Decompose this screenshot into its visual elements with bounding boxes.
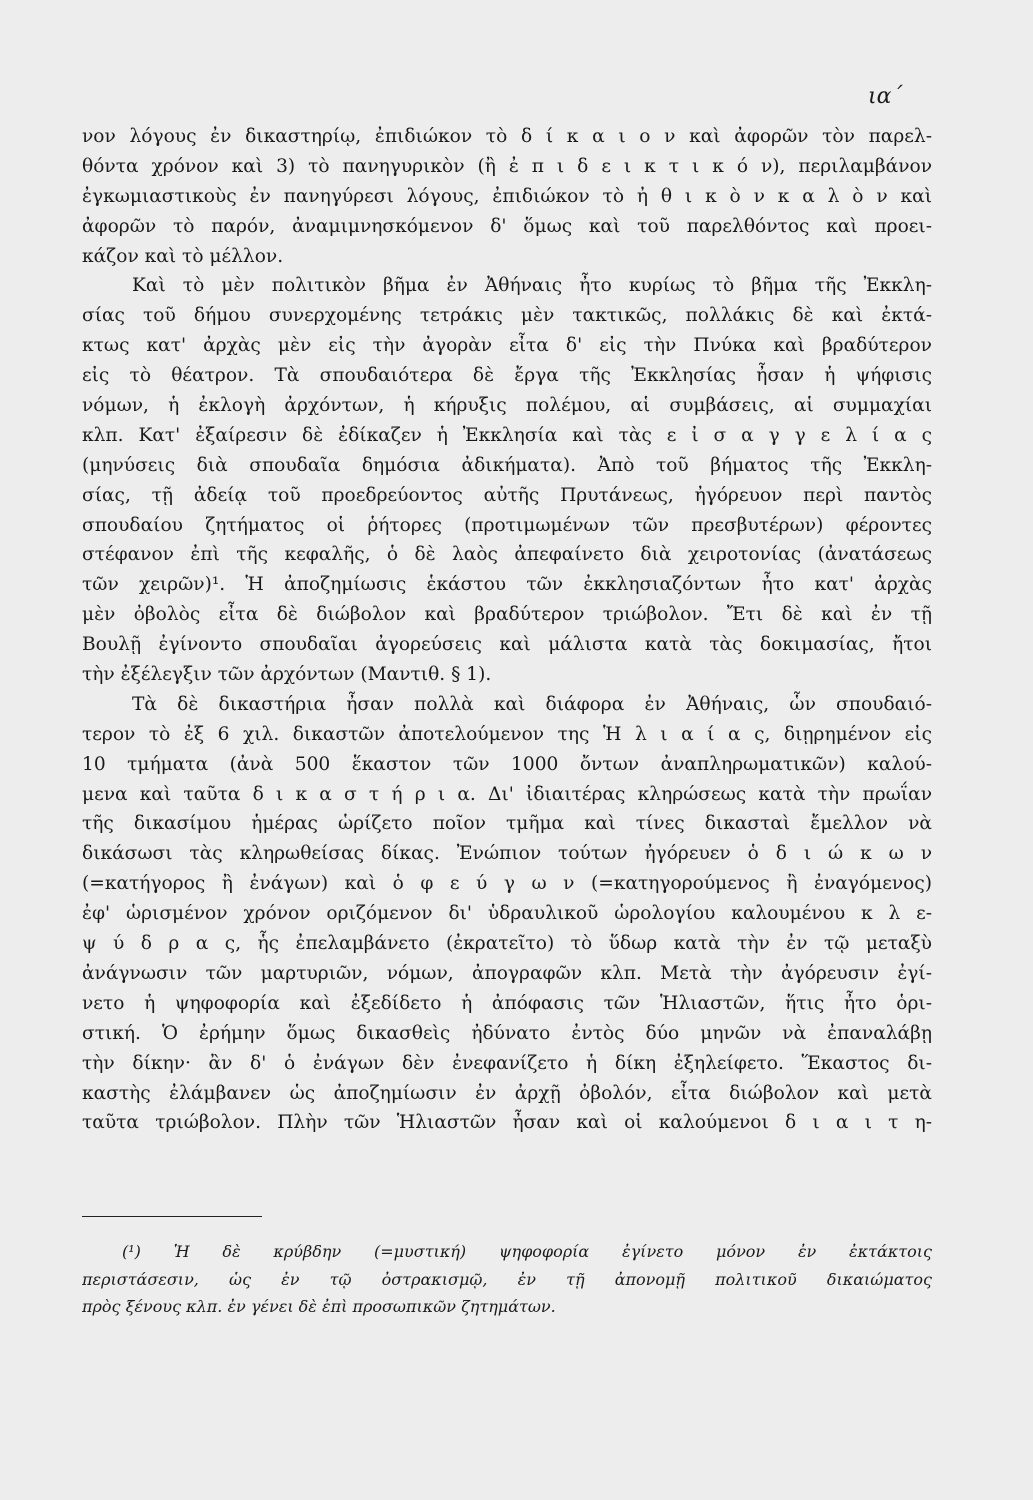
text-line: τὴν δίκην· ἂν δ' ὁ ἐνάγων δὲν ἐνεφανίζετο ἡ δίκη ἐξηλείφετο. Ἕκαστος δι- — [82, 1052, 932, 1074]
text-line: τῆς δικασίμου ἡμέρας ὡρίζετο ποῖον τμῆμα καὶ τίνες δικασταὶ ἔμελλον νὰ — [82, 813, 932, 835]
text-line: ἀφορῶν τὸ παρόν, ἀναμιμνησκόμενον δ' ὅμως καὶ τοῦ παρελθόντος καὶ προει- — [82, 215, 932, 237]
text-line: νον λόγους ἐν δικαστηρίῳ, ἐπιδιώκον τὸ δ ί κ α ι ο ν καὶ ἀφορῶν τὸν παρελ- — [82, 126, 932, 147]
paragraph-start-line: Τὰ δὲ δικαστήρια ἦσαν πολλὰ καὶ διάφορα ἐν Ἀθήναις, ὧν σπουδαιό- — [132, 693, 932, 715]
text-line: νόμων, ἡ ἐκλογὴ ἀρχόντων, ἡ κήρυξις πολέμου, αἱ συμβάσεις, αἱ συμμαχίαι — [82, 395, 932, 417]
text-line: ἐφ' ὡρισμένον χρόνον οριζόμενον δι' ὑδραυλικοῦ ὡρολογίου καλουμένου κ λ ε- — [82, 903, 932, 925]
text-line: (μηνύσεις διὰ σπουδαῖα δημόσια ἀδικήματα). Ἀπὸ τοῦ βήματος τῆς Ἐκκλη- — [82, 454, 932, 476]
page-number: ια΄ — [868, 84, 903, 109]
text-line: 10 τμήματα (ἀνὰ 500 ἕκαστον τῶν 1000 ὄντων ἀναπληρωματικῶν) καλού- — [82, 753, 932, 775]
text-line: ἀνάγνωσιν τῶν μαρτυριῶν, νόμων, ἀπογραφῶν κλπ. Μετὰ τὴν ἀγόρευσιν ἐγί- — [82, 962, 932, 984]
text-line: τὴν ἐξέλεγξιν τῶν ἀρχόντων (Μαντιθ. § 1). — [82, 664, 492, 686]
footnote-line: πρὸς ξένους κλπ. ἐν γένει δὲ ἐπὶ προσωπικῶν ζητημάτων. — [82, 1297, 556, 1316]
text-line: τερον τὸ ἐξ 6 χιλ. δικαστῶν ἀποτελούμενον της Ἡ λ ι α ί α ς, διῃρημένον εἰς — [82, 723, 932, 745]
text-line: καστὴς ἐλάμβανεν ὡς ἀποζημίωσιν ἐν ἀρχῇ ὀβολόν, εἶτα διώβολον καὶ μετὰ — [82, 1082, 932, 1104]
text-line: νετο ἡ ψηφοφορία καὶ ἐξεδίδετο ἡ ἀπόφασις τῶν Ἡλιαστῶν, ἥτις ἦτο ὁρι- — [82, 992, 932, 1014]
text-line: ψ ύ δ ρ α ς, ἧς ἐπελαμβάνετο (ἐκρατεῖτο) τὸ ὕδωρ κατὰ τὴν ἐν τῷ μεταξὺ — [82, 933, 932, 955]
text-line: σίας, τῇ ἀδείᾳ τοῦ προεδρεύοντος αὐτῆς Πρυτάνεως, ἠγόρευον περὶ παντὸς — [82, 484, 932, 506]
text-line: (=κατήγορος ἢ ἐνάγων) καὶ ὁ φ ε ύ γ ω ν (=κατηγορούμενος ἢ ἐναγόμενος) — [82, 873, 932, 895]
body-text — [82, 122, 932, 1138]
text-line: κτως κατ' ἀρχὰς μὲν εἰς τὴν ἀγορὰν εἶτα δ' εἰς τὴν Πνύκα καὶ βραδύτερον — [82, 335, 932, 357]
text-line: σίας τοῦ δήμου συνερχομένης τετράκις μὲν τακτικῶς, πολλάκις δὲ καὶ ἐκτά- — [82, 305, 932, 327]
paragraph-start-line: Καὶ τὸ μὲν πολιτικὸν βῆμα ἐν Ἀθήναις ἦτο κυρίως τὸ βῆμα τῆς Ἐκκλη- — [132, 275, 932, 297]
text-line: εἰς τὸ θέατρον. Τὰ σπουδαιότερα δὲ ἔργα τῆς Ἐκκλησίας ἦσαν ἡ ψήφισις — [82, 365, 932, 387]
footnote-line: (¹) Ἡ δὲ κρύβδην (=μυστική) ψηφοφορία ἐγίνετο μόνον ἐν ἐκτάκτοις — [122, 1242, 932, 1261]
text-line: κάζον καὶ τὸ μέλλον. — [82, 245, 284, 267]
text-line: θόντα χρόνον καὶ 3) τὸ πανηγυρικὸν (ἢ ἐ π ι δ ε ι κ τ ι κ ό ν), περιλαμβάνον — [82, 155, 932, 177]
text-line: Βουλῇ ἐγίνοντο σπουδαῖαι ἀγορεύσεις καὶ μάλιστα κατὰ τὰς δοκιμασίας, ἤτοι — [82, 634, 932, 656]
text-line: κλπ. Κατ' ἐξαίρεσιν δὲ ἐδίκαζεν ἡ Ἐκκλησία καὶ τὰς ε ἰ σ α γ γ ε λ ί α ς — [82, 424, 932, 446]
text-line: στική. Ὁ ἐρήμην ὅμως δικασθεὶς ἠδύνατο ἐντὸς δύο μηνῶν νὰ ἐπαναλάβῃ — [82, 1022, 932, 1044]
text-line: μὲν ὀβολὸς εἶτα δὲ διώβολον καὶ βραδύτερον τριώβολον. Ἔτι δὲ καὶ ἐν τῇ — [82, 604, 932, 626]
text-line: ἐγκωμιαστικοὺς ἐν πανηγύρεσι λόγους, ἐπιδιώκον τὸ ἠ θ ι κ ὸ ν κ α λ ὸ ν καὶ — [82, 185, 932, 207]
text-line: σπουδαίου ζητήματος οἱ ῥήτορες (προτιμωμένων τῶν πρεσβυτέρων) φέροντες — [82, 514, 932, 536]
footnote-line: περιστάσεσιν, ὡς ἐν τῷ ὀστρακισμῷ, ἐν τῇ ἀπονομῇ πολιτικοῦ δικαιώματος — [82, 1269, 932, 1289]
footnote-divider — [82, 1216, 262, 1217]
text-line: μενα καὶ ταῦτα δ ι κ α σ τ ή ρ ι α. Δι' ἰδιαιτέρας κληρώσεως κατὰ τὴν πρωΐαν — [82, 783, 932, 805]
text-line: δικάσωσι τὰς κληρωθείσας δίκας. Ἐνώπιον τούτων ἠγόρευεν ὁ δ ι ώ κ ω ν — [82, 843, 932, 865]
text-line: στέφανον ἐπὶ τῆς κεφαλῆς, ὁ δὲ λαὸς ἀπεφαίνετο διὰ χειροτονίας (ἀνατάσεως — [82, 544, 932, 566]
footnotes — [82, 1238, 932, 1321]
text-line: ταῦτα τριώβολον. Πλὴν τῶν Ἡλιαστῶν ἦσαν καὶ οἱ καλούμενοι δ ι α ι τ η- — [82, 1112, 932, 1134]
text-line: τῶν χειρῶν)¹. Ἡ ἀποζημίωσις ἑκάστου τῶν ἐκκλησιαζόντων ἦτο κατ' ἀρχὰς — [82, 574, 932, 596]
